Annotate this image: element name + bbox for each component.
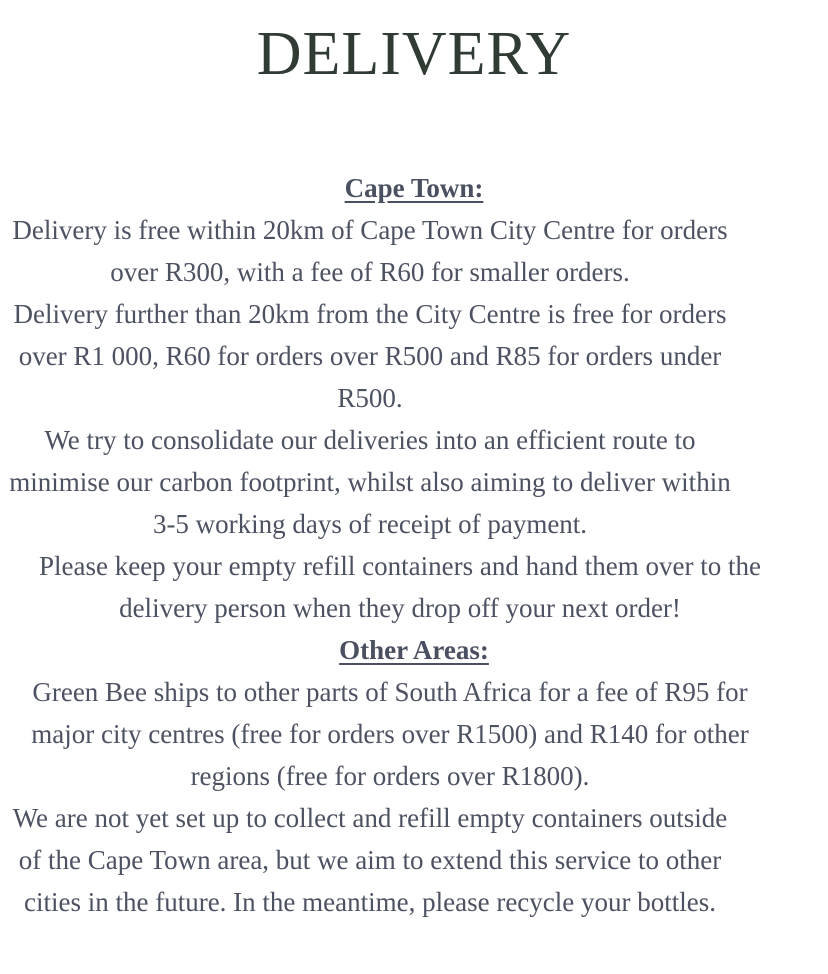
cape-town-refill-containers-text: Please keep your empty refill containers and hand them over to the delivery person when they drop off your next order! [38,551,761,623]
other-areas-heading: Other Areas: [339,635,489,665]
cape-town-distance-fees-text: Delivery further than 20km from the City Centre is free for orders over R1 000, R60 for orders over R500 and R85 for orders under R500. [13,299,727,413]
delivery-info [0,167,828,923]
other-areas-recycling-text: We are not yet set up to collect and refill empty containers outside of the Cape Town area, but we aim to extend this service to other cities in the future. In the meantime, please recycle your bottles. [12,803,728,917]
page-title: DELIVERY [256,20,572,88]
cape-town-heading: Cape Town: [344,173,484,203]
cape-town-route-text: We try to consolidate our deliveries into an efficient route to minimise our carbon footprint, whilst also aiming to deliver within 3-5 working days of receipt of payment. [9,425,731,539]
cape-town-free-delivery-text: Delivery is free within 20km of Cape Town City Centre for orders over R300, with a fee of R60 for smaller orders. [12,215,728,287]
other-areas-shipping-fees-text: Green Bee ships to other parts of South Africa for a fee of R95 for major city centres (free for orders over R1500) and R140 for other regions (free for orders over R1800). [31,677,749,791]
